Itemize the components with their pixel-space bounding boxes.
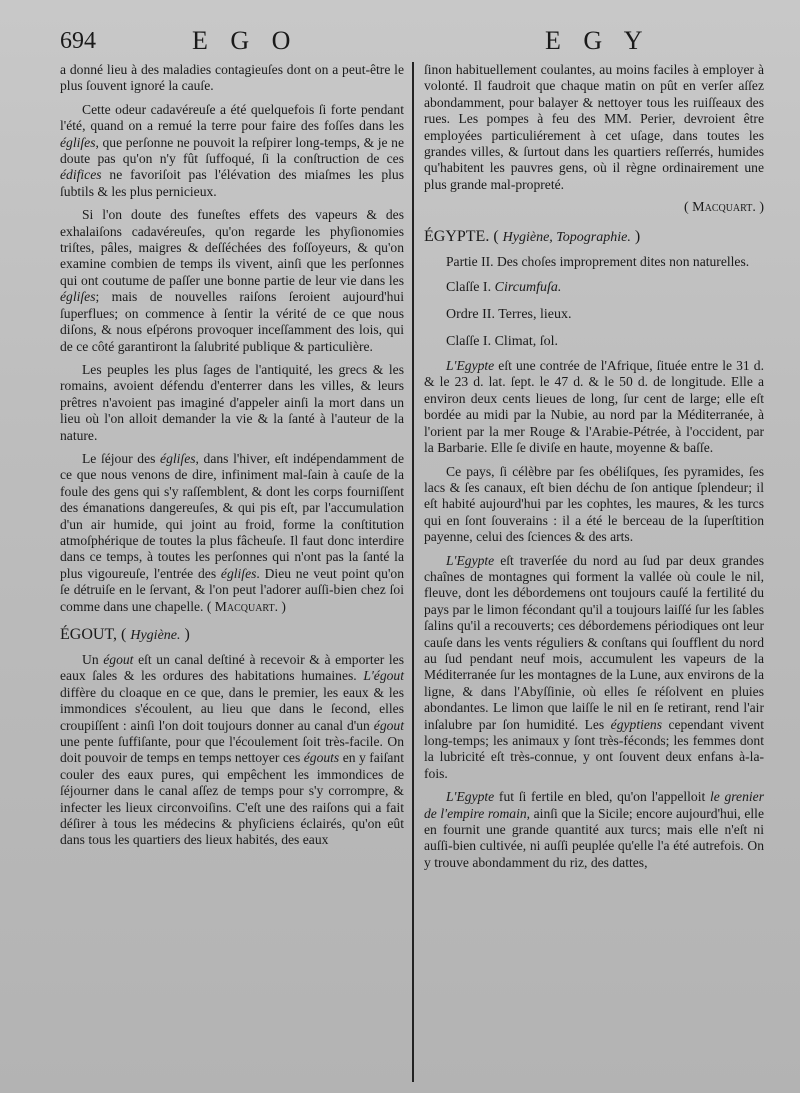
author-signature: ( Macquart. ) <box>206 598 286 614</box>
page-number: 694 <box>60 28 96 54</box>
right-column <box>424 62 764 878</box>
paragraph: L'Egypte eſt une contrée de l'Afrique, ſituée entre le 31 d. & le 23 d. lat. ſept. le 47 d. & le 50 d. de longitude. Elle a environ deux cents lieues de long, ſur cent de large; elle eſt bordée au midi par la Nubie, au nord par la Méditerranée, à l'orient par la mer Rouge & l'Arabie-Pétrée, à l'occident, par la Barbarie. Elle ſe diviſe en haute, moyenne & baſſe. <box>424 358 764 456</box>
paragraph: Si l'on doute des funeſtes effets des vapeurs & des exhalaiſons cadavéreuſes, qu'on regarde les phyſionomies triſtes, pâles, maigres & deſſéchées des foſſoyeurs, & qu'on examine combien de temps ils vivent, ainſi que les perſonnes qui ont coutume de paſſer une bonne partie de leur vie dans les égliſes; mais de nouvelles raiſons ſeroient aujourd'hui ſuperflues; on commence à ſentir la vérité de ce que nous diſons, & nous eſpérons provoquer inceſſamment des lois, qui de ce côté garantiront la ſalubrité publique & particulière. <box>60 207 404 354</box>
author-signature: ( Macquart. ) <box>683 200 764 216</box>
paragraph: Cette odeur cadavéreuſe a été quelquefois ſi forte pendant l'été, quand on a remué la terre pour faire des foſſes dans les égliſes, que perſonne ne pouvoit la reſpirer long-temps, & je ne doute pas qu'on n'y fût ſuffoqué, ſi la conſtruction de ces édifices ne favoriſoit pas l'élévation des miaſmes les plus ſubtils & les plus pernicieux. <box>60 101 404 199</box>
paragraph: L'Egypte eſt traverſée du nord au ſud par deux grandes chaînes de montagnes qui forment la vallée où coule le nil, fleuve, dont les débordemens ont toujours cauſé la fertilité du pays par le limon fécondant qu'il a toujours laiſſé ſur les ſables ſalins qu'il a recouverts; ces débordemens périodiques ont leur cauſe dans les vents réguliers & conſtans qui ſoufflent du nord au ſud pendant neuf mois, accumulent les vapeurs de la Méditerranée ſur les montagnes de la Lune, aux environs de la ligne, & dans l'Abyſſinie, où elles ſe réſolvent en pluies abondantes. Le limon que laiſſe le nil en ſe retirant, rend l'air inſalubre par ſon humidité. Les égyptiens cependant vivent long-temps; les animaux y ſont très-féconds; les femmes dont la lubricité eſt très-connue, y ont ſouvent deux enfans à-la-fois. <box>424 552 765 781</box>
column-divider <box>412 62 414 1082</box>
paragraph: Le ſéjour des égliſes, dans l'hiver, eſt indépendamment de ce que nous venons de dire, infiniment mal-ſain à cauſe de la foule des gens qui s'y raſſemblent, & dont les corps fourniſſent des émanations dangereuſes, & qui pis eſt, par l'accumulation d'un air humide, qui joint au froid, forme la conſtitution atmoſphérique de toutes la plus fâcheuſe. Il faut donc interdire dans ce temps, à toutes les perſonnes qui n'ont pas la ſanté la plus vigoureuſe, l'entrée des égliſes. Dieu ne veut point qu'on ſe détruiſe en le ſervant, & l'on peut l'adorer auſſi-bien chez ſoi comme dans une chapelle. ( Macquart. ) <box>60 450 404 614</box>
running-header <box>0 22 800 62</box>
left-running-head: E G O <box>192 26 299 55</box>
classification-line: Claſſe I. Climat, ſol. <box>446 334 558 350</box>
paragraph: ſinon habituellement coulantes, au moins faciles à employer à volonté. Il faudroit que chaque matin on pût en verſer aſſez abondamment, pour balayer & nettoyer tous les ruiſſeaux des rues. Les pompes à feu des MM. Perier, devroient être employées particuliérement à cet uſage, dans toutes les grandes villes, & ſurtout dans les quartiers reſſerrés, humides qu'habitent les pauvres gens, où il règne ordinairement une plus grande mal-propreté. <box>424 62 764 192</box>
right-running-head: E G Y <box>545 26 651 55</box>
classification-line: Claſſe I. Circumfuſa. <box>446 280 562 296</box>
left-column <box>60 62 404 856</box>
paragraph: Les peuples les plus ſages de l'antiquité, les grecs & les romains, avoient défendu d'enterrer dans les villes, & leurs prêtres n'avoient pas imaginé d'appeler ainſi la mort dans un lieu où l'on alloit demander la vie & la ſanté à l'auteur de la nature. <box>60 361 404 443</box>
paragraph: Ce pays, ſi célèbre par ſes obéliſques, ſes pyramides, ſes lacs & ſes canaux, eſt bien déchu de ſon antique ſplendeur; il eſt habité aujourd'hui par les cophtes, les maures, & les turcs qui en ſont ſouverains : il a été le berceau de la ſuperſtition payenne, celui des ſciences & des arts. <box>424 463 764 545</box>
classification-line: Partie II. Des choſes improprement dites non naturelles. <box>446 253 750 269</box>
entry-title-egypte: ÉGYPTE. ( Hygiène, Topographie. ) <box>424 227 641 245</box>
paragraph: Un égout eſt un canal deſtiné à recevoir & à emporter les eaux ſales & les ordures des habitations humaines. L'égout diffère du cloaque en ce que, dans le premier, les eaux & les immondices s'écoulent, au lieu que dans le ſecond, elles croupiſſent : ainſi l'on doit toujours donner au canal d'un égout une pente ſuffiſante, pour que l'écoulement ſoit très-facile. On doit pouvoir de temps en temps nettoyer ces égouts en y faiſant couler des eaux pures, qui empêchent les immondices de ſéjourner dans le canal aſſez de temps pour s'y corrompre, & infecter les lieux circonvoiſins. C'eſt une des raiſons qui a fait déſirer à tous les médecins & phyſiciens éclairés, qu'on eût dans tous les quartiers des lieux habités, des eaux <box>60 652 405 848</box>
classification-line: Ordre II. Terres, lieux. <box>446 307 572 323</box>
entry-title-egout: ÉGOUT, ( Hygiène. ) <box>60 626 190 643</box>
paragraph: L'Egypte fut ſi fertile en bled, qu'on l'appelloit le grenier de l'empire romain, ainſi que la Sicile; encore aujourd'hui, elle en fournit une grande quantité aux turcs; mais elle n'eſt ni auſſi-bien cultivée, ni auſſi peuplée qu'elle l'a été autrefois. On y trouve abondamment du riz, des dattes, <box>424 789 764 870</box>
paragraph: a donné lieu à des maladies contagieuſes dont on a peut-être le plus ſouvent ignoré la cauſe. <box>60 62 404 94</box>
